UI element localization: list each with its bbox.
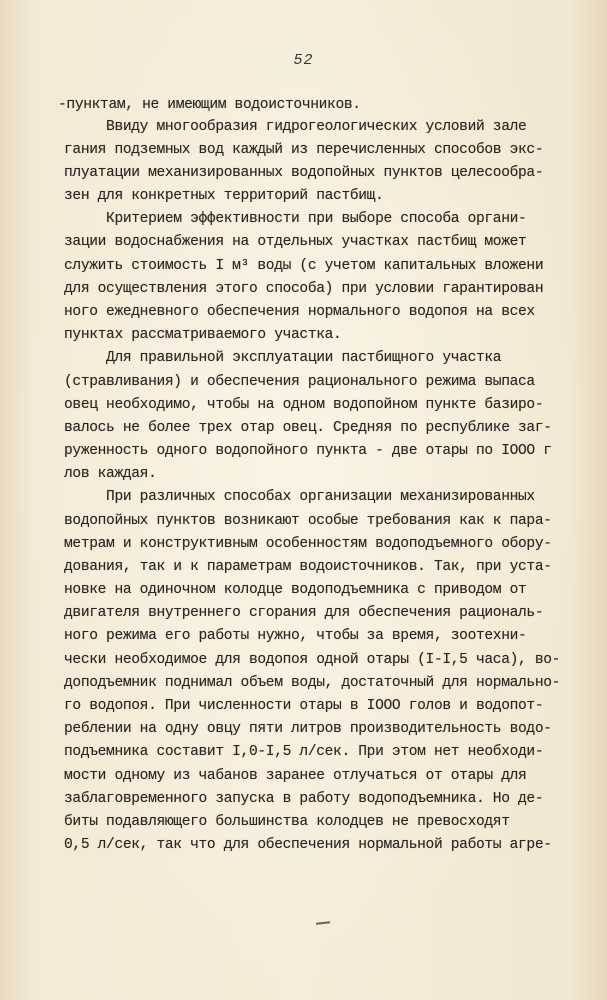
- page-number: 52: [293, 52, 314, 69]
- text-line: Критерием эффективности при выборе способа органи-: [64, 211, 527, 227]
- text-line: лов каждая.: [64, 466, 157, 482]
- text-line: ного режима его работы нужно, чтобы за время, зоотехни-: [64, 628, 527, 644]
- text-line: реблении на одну овцу пяти литров производительность водо-: [64, 721, 552, 737]
- text-line: дования, так и к параметрам водоисточников. Так, при уста-: [64, 559, 552, 575]
- text-line: двигателя внутреннего сгорания для обеспечения рациональ-: [64, 605, 544, 621]
- text-line: Ввиду многообразия гидрогеологических условий зале: [64, 119, 527, 135]
- text-line: (стравливания) и обеспечения рационального режима выпаса: [64, 374, 535, 390]
- text-line: заблаговременного запуска в работу водоподъемника. Но де-: [64, 791, 544, 807]
- text-line: чески необходимое для водопоя одной отары (I-I,5 часа), во-: [64, 652, 561, 668]
- text-line: 0,5 л/сек, так что для обеспечения нормальной работы агре-: [64, 837, 552, 853]
- text-line: биты подавляющего большинства колодцев не превосходят: [64, 814, 510, 830]
- text-line: для осуществления этого способа) при условии гарантирован: [64, 281, 544, 297]
- text-line: водопойных пунктов возникают особые требования как к пара-: [64, 513, 552, 529]
- text-line: При различных способах организации механизированных: [64, 489, 535, 505]
- text-line: плуатации механизированных водопойных пунктов целесообра-: [64, 165, 544, 181]
- text-line: зации водоснабжения на отдельных участках пастбищ может: [64, 234, 527, 250]
- text-line: пунктах рассматриваемого участка.: [64, 327, 342, 343]
- text-line: руженность одного водопойного пункта - две отары по IOOO г: [64, 443, 552, 459]
- text-line: валось не более трех отар овец. Средняя по республике заг-: [64, 420, 552, 436]
- text-line: доподъемник поднимал объем воды, достаточный для нормально-: [64, 675, 561, 691]
- text-line: мости одному из чабанов заранее отлучаться от отары для: [64, 768, 527, 784]
- text-line: овец необходимо, чтобы на одном водопойном пункте базиро-: [64, 397, 544, 413]
- text-line: зен для конкретных территорий пастбищ.: [64, 188, 384, 204]
- text-line: метрам и конструктивным особенностям водоподъемного обору-: [64, 536, 552, 552]
- text-line: гания подземных вод каждый из перечисленных способов экс-: [64, 142, 544, 158]
- text-line: Для правильной эксплуатации пастбищного участка: [64, 350, 502, 366]
- text-line: ного ежедневного обеспечения нормального водопоя на всех: [64, 304, 535, 320]
- text-line: подъемника составит I,0-I,5 л/сек. При этом нет необходи-: [64, 744, 544, 760]
- bottom-ink-mark: [316, 921, 330, 924]
- text-line: го водопоя. При численности отары в IOOO голов и водопот-: [64, 698, 544, 714]
- text-line: новке на одиночном колодце водоподъемника с приводом от: [64, 582, 527, 598]
- text-line: -пунктам, не имеющим водоисточников.: [58, 97, 361, 113]
- text-line: служить стоимость I м³ воды (с учетом капитальных вложени: [64, 258, 544, 274]
